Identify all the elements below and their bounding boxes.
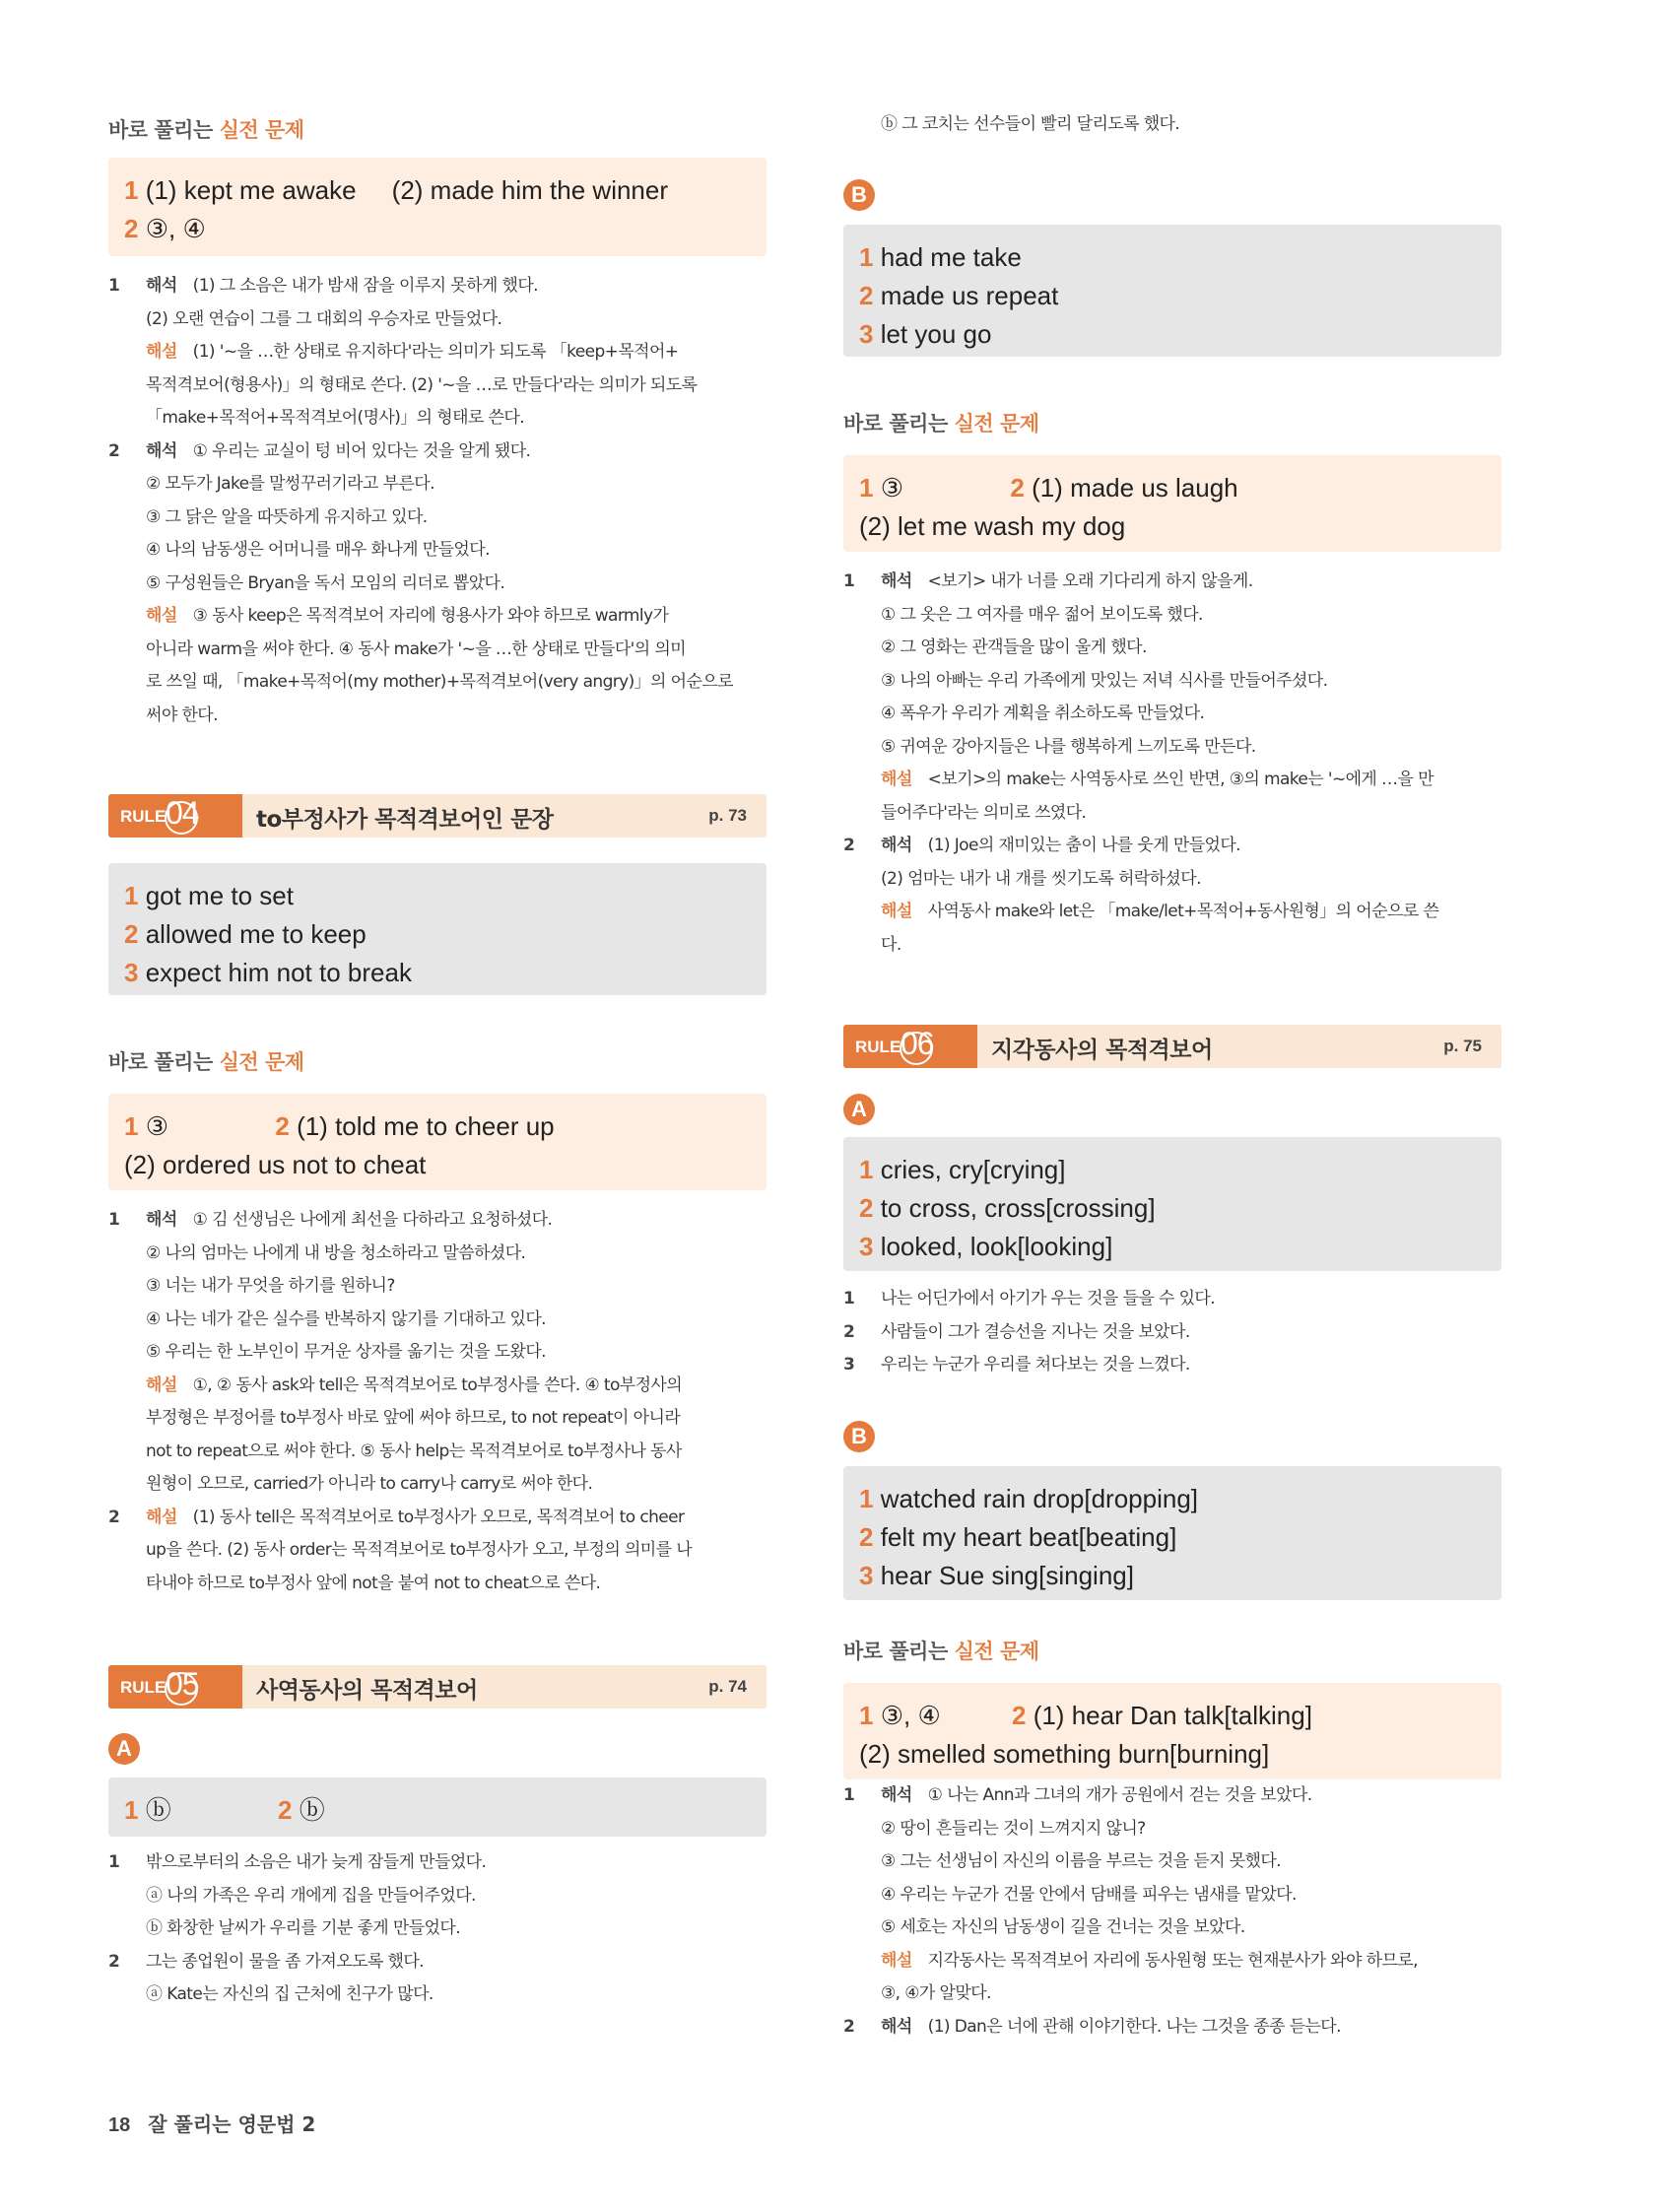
explanation-line	[108, 1238, 767, 1271]
answer-text: (1) hear Dan talk[talking]	[1033, 1701, 1312, 1730]
answer-text: got me to set	[145, 881, 294, 910]
practice-heading	[843, 408, 1039, 437]
explanation-text: 타내야 하므로 to부정사 앞에 not을 붙여 not to cheat으로 쓴다.	[146, 1573, 601, 1593]
explanation-line	[843, 1845, 1501, 1879]
explanation-line	[108, 436, 767, 469]
answer-text: felt my heart beat[beating]	[880, 1522, 1177, 1552]
explanation-text: 사람들이 그가 결승선을 지나는 것을 보았다.	[881, 1321, 1190, 1342]
answer-line	[859, 1697, 1486, 1735]
answer-line	[859, 277, 1486, 315]
answer-text: expect him not to break	[145, 958, 412, 987]
explanation-line	[843, 731, 1501, 765]
answer-number: 1	[124, 1795, 146, 1825]
answer-text: (2) smelled something burn[burning]	[859, 1739, 1270, 1769]
answer-number: 1	[859, 1701, 881, 1730]
answer-box	[108, 1094, 767, 1190]
answer-text: made us repeat	[880, 281, 1059, 310]
explanation-line	[108, 1912, 767, 1946]
explanation-line	[843, 1911, 1501, 1945]
practice-heading-plain: 바로 풀리는	[843, 1640, 955, 1663]
explanation-line	[843, 1316, 1501, 1350]
explanation-continued	[843, 108, 1501, 142]
explanation-line	[108, 1502, 767, 1535]
explanation-line	[843, 764, 1501, 797]
answer-line	[124, 954, 751, 992]
rule-number: 04	[166, 795, 199, 831]
rule-05-tag	[108, 1665, 242, 1709]
explanation-line	[843, 929, 1501, 963]
commentary-label: 해설	[881, 902, 912, 921]
translation-label: 해석	[881, 571, 912, 591]
practice-heading-plain: 바로 풀리는	[108, 118, 220, 142]
explanation-line	[108, 1568, 767, 1601]
answer-number: 1	[859, 1155, 881, 1184]
rule-word: RULE	[120, 807, 167, 826]
explanation-text: 부정형은 부정어를 to부정사 바로 앞에 써야 하므로, to not repeat이 아니라	[146, 1408, 681, 1428]
answer-line	[859, 1735, 1486, 1774]
section-a-badge: A	[843, 1094, 875, 1125]
explanation-line	[108, 1846, 767, 1880]
question-number: 1	[843, 1785, 855, 1805]
commentary-label: 해설	[881, 1950, 912, 1971]
explanation-text: ③ 그 닭은 알을 따뜻하게 유지하고 있다.	[146, 506, 428, 527]
explanation-text: ② 땅이 흔들리는 것이 느껴지지 않니?	[881, 1818, 1146, 1839]
explanation-block	[843, 1283, 1501, 1382]
question-number: 2	[108, 1507, 120, 1527]
answer-number: 2	[859, 1522, 881, 1552]
practice-heading-plain: 바로 풀리는	[108, 1050, 220, 1074]
explanation-block	[108, 1846, 767, 2012]
answer-box	[108, 1777, 767, 1837]
answer-text: hear Sue sing[singing]	[880, 1561, 1134, 1590]
answer-text: ③	[880, 473, 1004, 503]
explanation-line	[843, 1977, 1501, 2011]
answer-number: 1	[124, 175, 146, 205]
rule-05-page: p. 74	[708, 1677, 747, 1696]
question-number: 1	[108, 1210, 120, 1230]
explanation-text: ④ 나의 남동생은 어머니를 매우 화나게 만들었다.	[146, 540, 490, 560]
commentary-label: 해설	[146, 342, 177, 362]
explanation-line	[843, 830, 1501, 863]
question-number: 2	[843, 836, 855, 855]
answer-box	[843, 1683, 1501, 1779]
answer-text: allowed me to keep	[145, 919, 367, 949]
explanation-line	[843, 1283, 1501, 1316]
question-number: 1	[108, 276, 120, 296]
rule-04-tag	[108, 794, 242, 838]
explanation-line	[108, 534, 767, 568]
answer-number: 2	[124, 214, 146, 243]
answer-box	[843, 1137, 1501, 1271]
section-b-badge: B	[843, 179, 875, 211]
explanation-text: ③ 나의 아빠는 우리 가족에게 맛있는 저녁 식사를 만들어주셨다.	[881, 670, 1328, 691]
explanation-text: ③, ④가 알맞다.	[881, 1983, 991, 2003]
translation-label: 해석	[881, 2016, 912, 2037]
answer-number: 2	[859, 281, 881, 310]
explanation-text: not to repeat으로 써야 한다. ⑤ 동사 help는 목적격보어로 to부정사나 동사	[146, 1441, 682, 1461]
explanation-line	[108, 1304, 767, 1337]
section-a-badge: A	[108, 1733, 140, 1765]
practice-heading	[108, 1046, 304, 1076]
explanation-line	[108, 369, 767, 403]
explanation-line	[108, 666, 767, 700]
explanation-text: 사역동사 make와 let은 「make/let+목적어+동사원형」의 어순으로 쓴	[927, 902, 1439, 921]
answer-line	[859, 1151, 1486, 1189]
rule-04-title: to부정사가 목적격보어인 문장	[256, 807, 554, 833]
answer-line	[124, 915, 751, 954]
practice-heading-plain: 바로 풀리는	[843, 412, 955, 436]
answer-box	[843, 455, 1501, 552]
explanation-line	[843, 1349, 1501, 1382]
explanation-text: ④ 나는 네가 같은 실수를 반복하지 않기를 기대하고 있다.	[146, 1308, 546, 1329]
answer-text: had me take	[880, 242, 1022, 272]
explanation-line	[843, 797, 1501, 831]
explanation-line	[843, 632, 1501, 665]
explanation-text: 「make+목적어+목적격보어(명사)」의 형태로 쓴다.	[146, 408, 524, 428]
explanation-text: (1) '~을 …한 상태로 유지하다'라는 의미가 되도록 「keep+목적어+	[192, 342, 679, 362]
answer-box	[843, 225, 1501, 357]
explanation-block	[108, 270, 767, 732]
answer-line	[859, 238, 1486, 277]
explanation-line	[108, 502, 767, 535]
practice-heading-accent: 실전 문제	[219, 1050, 304, 1074]
explanation-line	[108, 700, 767, 733]
answer-number: 1	[859, 1484, 881, 1513]
explanation-text: (1) Dan은 너에 관해 이야기한다. 나는 그것을 종종 듣는다.	[927, 2016, 1341, 2037]
answer-number: 2	[270, 1795, 300, 1825]
rule-04-page: p. 73	[708, 806, 747, 825]
explanation-text: ① 나는 Ann과 그녀의 개가 공원에서 걷는 것을 보았다.	[927, 1785, 1312, 1805]
answer-number: 2	[268, 1111, 298, 1141]
answer-number: 3	[859, 319, 881, 349]
answer-line	[124, 1107, 751, 1146]
answer-number: 3	[124, 958, 146, 987]
explanation-text: ⓑ 화창한 날씨가 우리를 기분 좋게 만들었다.	[146, 1918, 461, 1938]
translation-label: 해석	[146, 276, 177, 296]
explanation-line	[108, 468, 767, 502]
answer-text: (1) told me to cheer up	[297, 1111, 555, 1141]
explanation-text: ① 김 선생님은 나에게 최선을 다하라고 요청하셨다.	[192, 1210, 553, 1230]
explanation-text: 다.	[881, 934, 901, 955]
explanation-text: ③ 너는 내가 무엇을 하기를 원하니?	[146, 1276, 395, 1296]
answer-line	[859, 1228, 1486, 1266]
explanation-line	[843, 1779, 1501, 1813]
answer-number: 2	[124, 919, 146, 949]
explanation-block	[108, 1204, 767, 1600]
explanation-line	[108, 1534, 767, 1568]
answer-number: 1	[124, 1111, 146, 1141]
section-b-badge: B	[843, 1421, 875, 1452]
explanation-line	[108, 1270, 767, 1304]
answer-box	[843, 1466, 1501, 1600]
explanation-line	[843, 2011, 1501, 2044]
rule-number: 05	[166, 1666, 199, 1702]
explanation-line	[843, 896, 1501, 929]
practice-heading-accent: 실전 문제	[954, 412, 1039, 436]
explanation-text: ④ 우리는 누군가 건물 안에서 담배를 피우는 냄새를 맡았다.	[881, 1884, 1297, 1905]
explanation-text: ⑤ 구성원들은 Bryan을 독서 모임의 리더로 뽑았다.	[146, 572, 505, 593]
explanation-text: 지각동사는 목적격보어 자리에 동사원형 또는 현재분사가 와야 하므로,	[927, 1950, 1418, 1971]
page-footer	[108, 2109, 315, 2137]
explanation-text: 아니라 warm을 써야 한다. ④ 동사 make가 '~을 …한 상태로 만들다'의 의미	[146, 638, 687, 659]
explanation-text: <보기> 내가 너를 오래 기다리게 하지 않을게.	[927, 571, 1253, 591]
explanation-text: 써야 한다.	[146, 704, 218, 725]
explanation-text: ③ 동사 keep은 목적격보어 자리에 형용사가 와야 하므로 warmly가	[192, 606, 669, 626]
book-title: 잘 풀리는 영문법 2	[148, 2112, 316, 2136]
explanation-text: ② 그 영화는 관객들을 많이 울게 했다.	[881, 637, 1147, 657]
rule-06-tag	[843, 1025, 977, 1068]
practice-heading	[108, 114, 304, 144]
rule-word: RULE	[855, 1038, 901, 1056]
explanation-text: (1) 동사 tell은 목적격보어로 to부정사가 오므로, 목적격보어 to cheer	[192, 1507, 685, 1527]
explanation-line	[108, 1204, 767, 1238]
practice-heading	[843, 1636, 1039, 1665]
explanation-line	[108, 568, 767, 601]
explanation-text: 원형이 오므로, carried가 아니라 to carry나 carry로 써야 한다.	[146, 1474, 593, 1494]
translation-label: 해석	[881, 1785, 912, 1805]
explanation-text: ①, ② 동사 ask와 tell은 목적격보어로 to부정사를 쓴다. ④ to부정사의	[192, 1374, 683, 1395]
question-number: 1	[843, 571, 855, 591]
translation-label: 해석	[881, 836, 912, 855]
answer-line	[859, 315, 1486, 354]
question-number: 2	[843, 2016, 855, 2037]
explanation-line	[843, 1879, 1501, 1912]
explanation-line	[843, 1945, 1501, 1978]
explanation-line	[108, 1370, 767, 1403]
answer-text: ⓑ	[145, 1795, 271, 1825]
explanation-line	[843, 1813, 1501, 1846]
answer-number: 3	[859, 1232, 881, 1261]
explanation-text: <보기>의 make는 사역동사로 쓰인 반면, ③의 make는 '~에게 …을 만	[927, 770, 1434, 789]
explanation-text: (1) 그 소음은 내가 밤새 잠을 이루지 못하게 했다.	[192, 276, 538, 296]
explanation-text: ① 우리는 교실이 텅 비어 있다는 것을 알게 됐다.	[192, 440, 531, 461]
explanation-text: ③ 그는 선생님이 자신의 이름을 부르는 것을 듣지 못했다.	[881, 1851, 1281, 1871]
answer-number: 2	[1004, 1701, 1034, 1730]
practice-heading-accent: 실전 문제	[219, 118, 304, 142]
page-number: 18	[108, 2114, 131, 2136]
explanation-text: ⓑ 그 코치는 선수들이 빨리 달리도록 했다.	[881, 114, 1180, 134]
answer-text: let you go	[880, 319, 992, 349]
question-number: 2	[108, 440, 120, 461]
explanation-line	[108, 1336, 767, 1370]
answer-text: cries, cry[crying]	[880, 1155, 1066, 1184]
answer-text: ③, ④	[145, 214, 206, 243]
answer-line	[859, 507, 1486, 546]
explanation-line	[843, 566, 1501, 599]
explanation-text: 밖으로부터의 소음은 내가 늦게 잠들게 만들었다.	[146, 1852, 487, 1872]
explanation-line	[108, 270, 767, 303]
answer-number: 2	[859, 1193, 881, 1223]
answer-text: (1) kept me awake (2) made him the winner	[145, 175, 669, 205]
rule-06-title: 지각동사의 목적격보어	[991, 1038, 1213, 1063]
answer-number: 3	[859, 1561, 881, 1590]
explanation-text: (2) 오랜 연습이 그를 그 대회의 우승자로 만들었다.	[146, 308, 502, 329]
explanation-line	[843, 599, 1501, 633]
rule-04-header	[108, 794, 767, 838]
question-number: 2	[843, 1321, 855, 1342]
explanation-line	[108, 303, 767, 337]
explanation-line	[108, 1468, 767, 1502]
answer-text: looked, look[looking]	[880, 1232, 1113, 1261]
explanation-block	[843, 566, 1501, 962]
translation-label: 해석	[146, 440, 177, 461]
explanation-line	[843, 698, 1501, 731]
explanation-text: ① 그 옷은 그 여자를 매우 젊어 보이도록 했다.	[881, 604, 1203, 625]
explanation-line	[843, 863, 1501, 897]
explanation-text: ④ 폭우가 우리가 계획을 취소하도록 만들었다.	[881, 704, 1205, 723]
explanation-line	[108, 1880, 767, 1913]
explanation-text: ⓐ 나의 가족은 우리 개에게 집을 만들어주었다.	[146, 1885, 476, 1906]
answer-text: ⓑ	[299, 1795, 325, 1825]
explanation-line	[108, 1436, 767, 1469]
explanation-text: 들어주다'라는 의미로 쓰였다.	[881, 802, 1087, 823]
answer-line	[124, 171, 751, 210]
answer-text: ③, ④	[880, 1701, 1005, 1730]
question-number: 1	[843, 1289, 855, 1308]
explanation-text: 로 쓰일 때, 「make+목적어(my mother)+목적격보어(very angry)」의 어순으로	[146, 672, 733, 692]
answer-number: 1	[859, 242, 881, 272]
explanation-line	[108, 402, 767, 436]
explanation-text: ⑤ 우리는 한 노부인이 무거운 상자를 옮기는 것을 도왔다.	[146, 1342, 546, 1362]
question-number: 1	[108, 1852, 120, 1872]
explanation-line	[108, 1402, 767, 1436]
explanation-line	[108, 1978, 767, 2012]
answer-text: to cross, cross[crossing]	[880, 1193, 1156, 1223]
answer-text: (2) ordered us not to cheat	[124, 1150, 427, 1179]
translation-label: 해석	[146, 1210, 177, 1230]
explanation-text: (1) Joe의 재미있는 춤이 나를 웃게 만들었다.	[927, 836, 1240, 855]
rule-05-title: 사역동사의 목적격보어	[256, 1678, 478, 1704]
answer-line	[859, 1480, 1486, 1518]
explanation-line	[843, 665, 1501, 699]
explanation-text: ⓐ Kate는 자신의 집 근처에 친구가 많다.	[146, 1984, 434, 2004]
answer-number: 1	[124, 881, 146, 910]
explanation-block	[843, 1779, 1501, 2044]
explanation-text: 나는 어딘가에서 아기가 우는 것을 들을 수 있다.	[881, 1289, 1216, 1308]
question-number: 3	[843, 1355, 855, 1374]
explanation-text: ② 모두가 Jake를 말썽꾸러기라고 부른다.	[146, 474, 434, 494]
question-number: 2	[108, 1951, 120, 1972]
answer-line	[859, 1518, 1486, 1557]
answer-box	[108, 158, 767, 256]
rule-06-header	[843, 1025, 1501, 1068]
explanation-text: 목적격보어(형용사)」의 형태로 쓴다. (2) '~을 …로 만들다'라는 의미가 되도록	[146, 374, 698, 395]
answer-line	[124, 877, 751, 915]
answer-line	[859, 469, 1486, 507]
rule-word: RULE	[120, 1678, 167, 1697]
answer-line	[859, 1557, 1486, 1595]
rule-06-page: p. 75	[1443, 1037, 1482, 1055]
commentary-label: 해설	[146, 606, 177, 626]
answer-number: 2	[1003, 473, 1033, 503]
answer-number: 1	[859, 473, 881, 503]
explanation-line	[108, 336, 767, 369]
explanation-text: ⑤ 세호는 자신의 남동생이 길을 건너는 것을 보았다.	[881, 1917, 1245, 1937]
answer-box	[108, 863, 767, 995]
answer-text: (2) let me wash my dog	[859, 511, 1126, 541]
explanation-text: ② 나의 엄마는 나에게 내 방을 청소하라고 말씀하셨다.	[146, 1242, 526, 1263]
explanation-text: up을 쓴다. (2) 동사 order는 목적격보어로 to부정사가 오고, 부정의 의미를 나	[146, 1540, 693, 1560]
answer-line	[124, 1146, 751, 1184]
explanation-line	[108, 1946, 767, 1979]
answer-text: ③	[145, 1111, 269, 1141]
commentary-label: 해설	[146, 1507, 177, 1527]
explanation-text: ⑤ 귀여운 강아지들은 나를 행복하게 느끼도록 만든다.	[881, 736, 1256, 757]
commentary-label: 해설	[881, 770, 912, 789]
explanation-line	[108, 600, 767, 634]
practice-heading-accent: 실전 문제	[954, 1640, 1039, 1663]
explanation-line	[843, 108, 1501, 142]
commentary-label: 해설	[146, 1374, 177, 1395]
answer-line	[124, 210, 751, 248]
answer-text: watched rain drop[dropping]	[880, 1484, 1199, 1513]
rule-number: 06	[901, 1026, 934, 1061]
explanation-text: 우리는 누군가 우리를 쳐다보는 것을 느꼈다.	[881, 1355, 1190, 1374]
explanation-text: 그는 종업원이 물을 좀 가져오도록 했다.	[146, 1951, 424, 1972]
explanation-line	[108, 634, 767, 667]
answer-line	[124, 1791, 751, 1830]
explanation-text: (2) 엄마는 내가 내 개를 씻기도록 허락하셨다.	[881, 868, 1201, 889]
answer-line	[859, 1189, 1486, 1228]
answer-text: (1) made us laugh	[1032, 473, 1238, 503]
rule-05-header	[108, 1665, 767, 1709]
